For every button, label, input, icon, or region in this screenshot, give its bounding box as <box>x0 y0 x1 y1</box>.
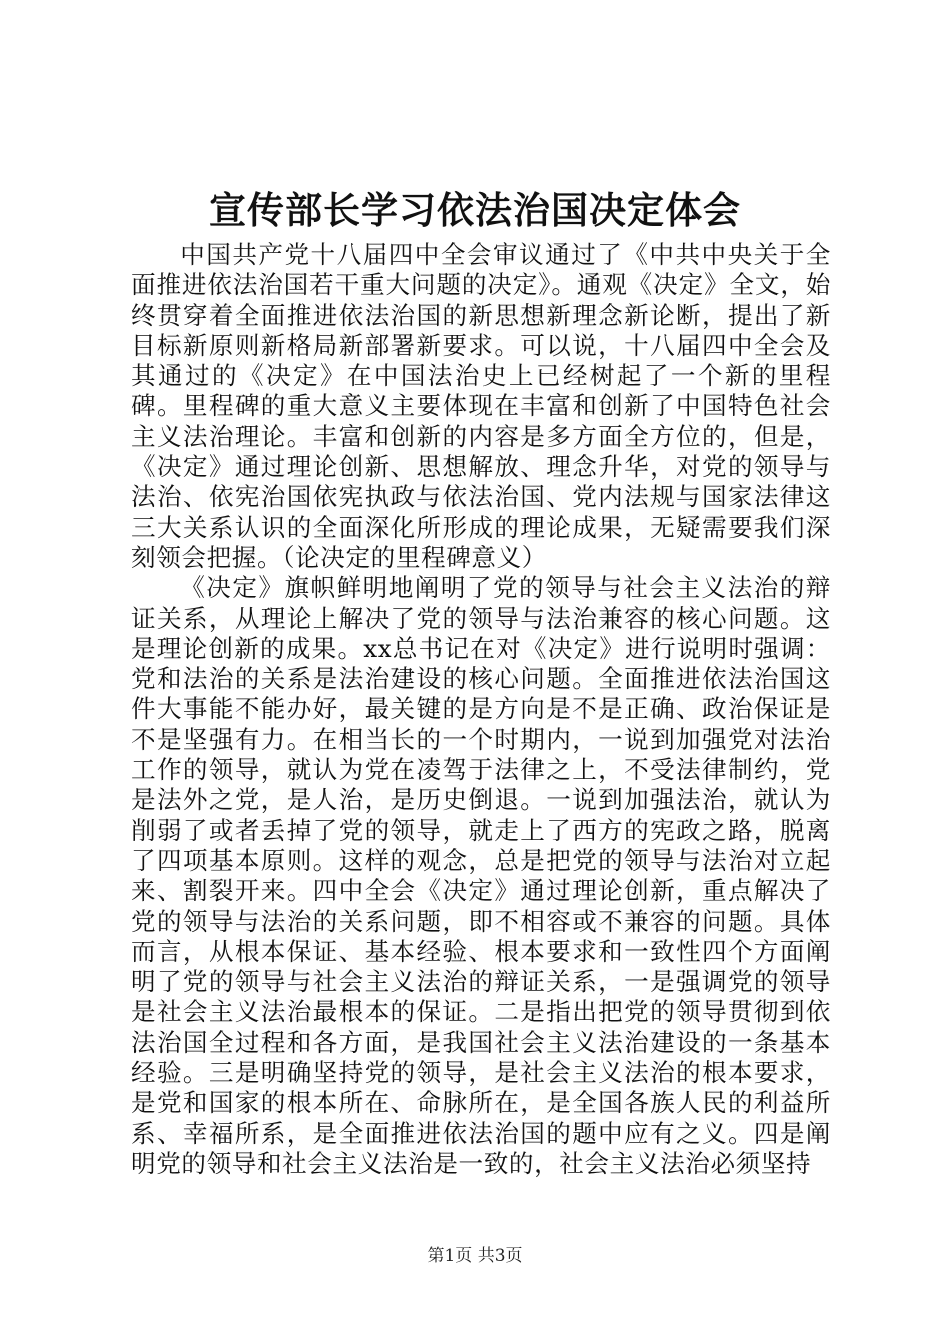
page-title: 宣传部长学习依法治国决定体会 <box>209 188 741 232</box>
paragraph-2: 《决定》旗帜鲜明地阐明了党的领导与社会主义法治的辩证关系，从理论上解决了党的领导与法治兼容的核心问题。这是理论创新的成果。xx总书记在对《决定》进行说明时强调：党和法治的关系是法治建设的核心问题。全面推进依法治国这件大事能不能办好，最关键的是方向是不是正确、政治保证是不是坚强有力。在相当长的一个时期内，一说到加强党对法治工作的领导，就认为党在凌驾于法律之上，不受法律制约，党是法外之党，是人治，是历史倒退。一说到加强法治，就认为削弱了或者丢掉了党的领导，就走上了西方的宪政之路，脱离了四项基本原则。这样的观念，总是把党的领导与法治对立起来、割裂开来。四中全会《决定》通过理论创新，重点解决了党的领导与法治的关系问题，即不相容或不兼容的问题。具体而言，从根本保证、基本经验、根本要求和一致性四个方面阐明了党的领导与社会主义法治的辩证关系，一是强调党的领导是社会主义法治最根本的保证。二是指出把党的领导贯彻到依法治国全过程和各方面，是我国社会主义法治建设的一条基本经验。三是明确坚持党的领导，是社会主义法治的根本要求，是党和国家的根本所在、命脉所在，是全国各族人民的利益所系、幸福所系，是全面推进依法治国的题中应有之义。四是阐明党的领导和社会主义法治是一致的，社会主义法治必须坚持 <box>131 573 831 1178</box>
document-body <box>131 240 831 1179</box>
page-footer: 第1页 共3页 <box>427 1246 523 1266</box>
paragraph-1: 中国共产党十八届四中全会审议通过了《中共中央关于全面推进依法治国若干重大问题的决定》。通观《决定》全文，始终贯穿着全面推进依法治国的新思想新理念新论断，提出了新目标新原则新格局新部署新要求。可以说，十八届四中全会及其通过的《决定》在中国法治史上已经树起了一个新的里程碑。里程碑的重大意义主要体现在丰富和创新了中国特色社会主义法治理论。丰富和创新的内容是多方面全方位的，但是，《决定》通过理论创新、思想解放、理念升华，对党的领导与法治、依宪治国依宪执政与依法治国、党内法规与国家法律这三大关系认识的全面深化所形成的理论成果，无疑需要我们深刻领会把握。（论决定的里程碑意义） <box>131 240 831 572</box>
